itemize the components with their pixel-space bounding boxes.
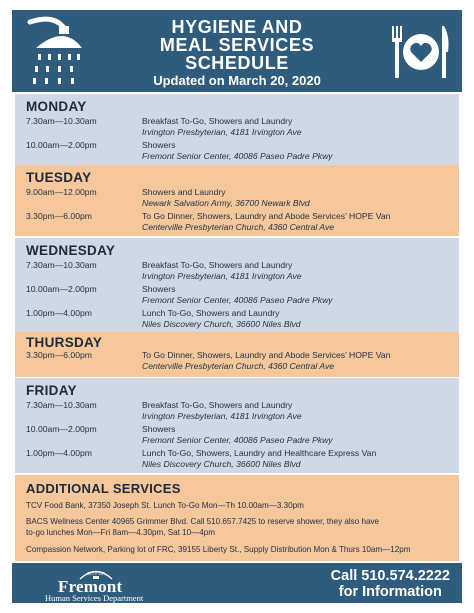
title-line-2: MEAL SERVICES [159,35,315,55]
header [12,10,462,92]
title-line-1: HYGIENE AND [171,17,303,37]
schedule-row [15,284,459,308]
row-service: Showers and Laundry [142,187,226,197]
row-place: Fremont Senior Center, 40086 Paseo Padre Pkwy [142,435,333,445]
row-service: Showers [142,284,176,294]
row-time: 10.00am—2.00pm [26,140,97,150]
row-time: 9.00am—12.00pm [26,187,97,197]
day-title: TUESDAY [26,170,92,185]
day-title: FRIDAY [26,383,77,398]
day-thursday [15,332,459,377]
row-place: Newark Salvation Army, 36700 Newark Blvd [142,198,310,208]
row-time: 1.00pm—4.00pm [26,308,92,318]
schedule-row [15,187,459,211]
row-service: Showers [142,140,176,150]
row-place: Irvington Presbyterian, 4181 Irvington Ave [142,411,302,421]
row-service: Breakfast To-Go, Showers and Laundry [142,400,293,410]
schedule-row [15,116,459,140]
schedule-row [15,424,459,448]
row-service: Showers [142,424,176,434]
plate-heart-icon [390,24,452,80]
call-for-info [331,568,450,600]
schedule-row [15,400,459,424]
day-monday [15,94,459,165]
row-time: 3.30pm—6.00pm [26,211,92,221]
day-title: WEDNESDAY [26,243,116,258]
row-time: 7.30am—10.30am [26,260,97,270]
row-time: 10.00am—2.00pm [26,284,97,294]
day-title: MONDAY [26,99,87,114]
call-caption: for Information [338,584,442,600]
row-place: Niles Discovery Church, 36600 Niles Blvd [142,459,301,469]
row-time: 7.30am—10.30am [26,116,97,126]
additional-title: ADDITIONAL SERVICES [26,481,181,496]
schedule-row [15,308,459,332]
schedule-row [15,350,459,374]
additional-line: to-go lunches Mon—Fri 8am—4.30pm, Sat 10—4pm [26,528,215,537]
additional-line: Compassion Network, Parking lot of FRC, 39155 Liberty St., Supply Distribution Mon & Thurs 10am—12pm [26,545,411,554]
flyer [12,10,462,603]
row-service: Breakfast To-Go, Showers and Laundry [142,260,293,270]
schedule-row [15,260,459,284]
row-service: Breakfast To-Go, Showers and Laundry [142,116,293,126]
row-place: Fremont Senior Center, 40086 Paseo Padre Pkwy [142,295,333,305]
row-service: To Go Dinner, Showers, Laundry and Abode Services’ HOPE Van [142,211,391,221]
row-place: Centerville Presbyterian Church, 4360 Central Ave [142,222,335,232]
row-service: Lunch To-Go, Showers, Laundry and Healthcare Express Van [142,448,377,458]
title-line-3: SCHEDULE [185,53,289,73]
day-title: THURSDAY [26,335,103,350]
city-name: Fremont [58,577,123,596]
schedule-row [15,448,459,472]
fremont-logo [40,566,180,602]
additional-line: BACS Wellness Center 40965 Grimmer Blvd. Call 510.657.7425 to reserve shower, they also have [26,517,380,526]
row-place: Irvington Presbyterian, 4181 Irvington Ave [142,271,302,281]
row-time: 7.30am—10.30am [26,400,97,410]
row-service: To Go Dinner, Showers, Laundry and Abode Services’ HOPE Van [142,350,391,360]
seal-text: CITY OF [86,571,106,576]
schedule-row [15,140,459,164]
updated-date: Updated on March 20, 2020 [153,73,321,88]
footer [12,563,462,603]
row-time: 1.00pm—4.00pm [26,448,92,458]
row-time: 3.30pm—6.00pm [26,350,92,360]
call-number: Call 510.574.2222 [330,568,450,584]
day-friday [15,378,459,473]
additional-services [15,475,459,561]
day-wednesday [15,238,459,332]
row-place: Irvington Presbyterian, 4181 Irvington Ave [142,127,302,137]
schedule-row [15,211,459,235]
day-tuesday [15,165,459,236]
row-place: Fremont Senior Center, 40086 Paseo Padre Pkwy [142,151,333,161]
row-place: Centerville Presbyterian Church, 4360 Central Ave [142,361,335,371]
row-time: 10.00am—2.00pm [26,424,97,434]
additional-line: TCV Food Bank, 37350 Joseph St. Lunch To-Go Mon—Th 10.00am—3.30pm [26,501,304,510]
row-service: Lunch To-Go, Showers and Laundry [142,308,280,318]
department-name: Human Services Department [45,593,144,603]
row-place: Niles Discovery Church, 36600 Niles Blvd [142,319,301,329]
